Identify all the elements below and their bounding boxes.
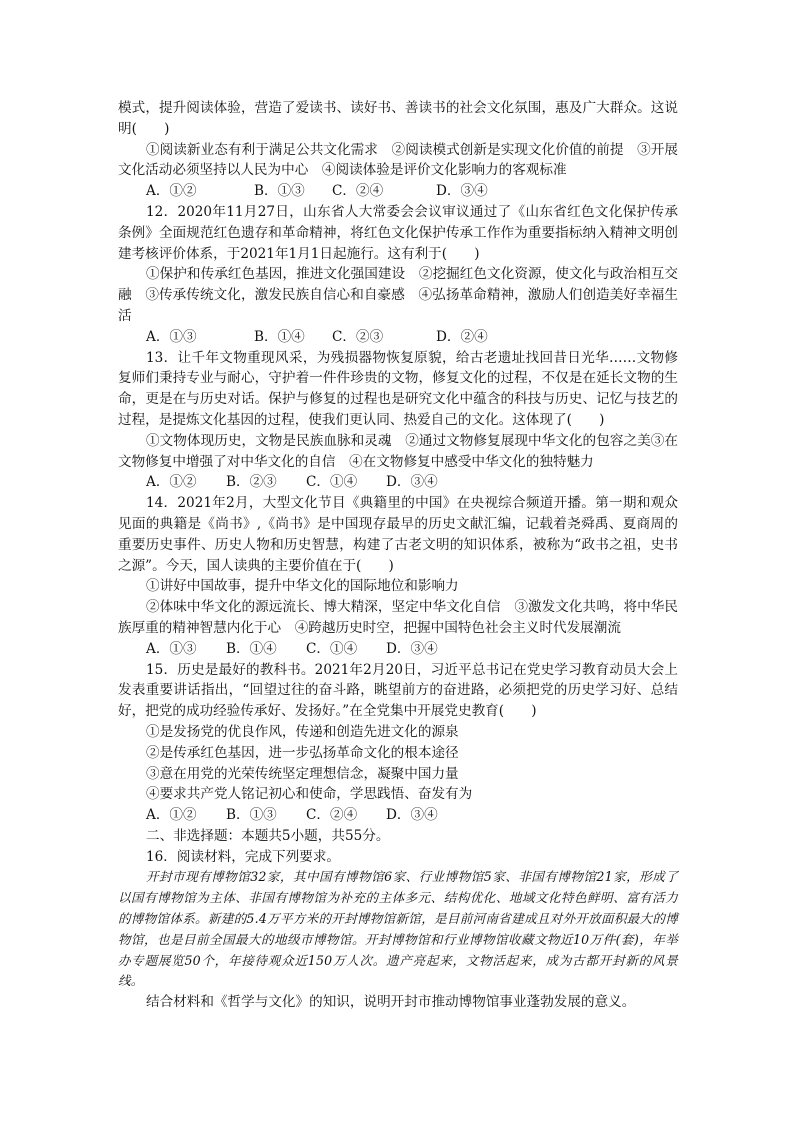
- q11-options: [118, 181, 678, 202]
- q12-option-c: C．②③: [332, 328, 384, 345]
- q15-statement-2: ②是传承红色基因，进一步弘扬革命文化的根本途径: [146, 744, 459, 761]
- q15-statement-3: ③意在用党的光荣传统坚定理想信念，凝聚中国力量: [146, 765, 459, 782]
- q14-option-d: D．③④: [386, 640, 438, 657]
- section-heading-nonchoice: 二、非选择题：本题共5小题，共55分。: [146, 827, 390, 844]
- q15-option-a: A．①②: [146, 807, 197, 824]
- q12-stem: 12．2020年11月27日，山东省人大常委会会议审议通过了《山东省红色文化保护传承条例》全面规范红色遗存和革命精神，将红色文化保护传承工作作为重要指标纳入精神文明创建考核评价体系，于2021年1月1日起施行。这有利于( ): [118, 203, 678, 262]
- q13-stem: 13．让千年文物重现风采，为残损器物恢复原貌，给古老遗址找回昔日光华……文物修复师们秉持专业与耐心，守护着一件件珍贵的文物，修复文化的过程，不仅是在延长文物的生命，更是在与历史对话。保护与修复的过程也是研究文化中蕴含的科技与历史、记忆与技艺的过程，是提炼文化基因的过程，使我们更认同、热爱自己的文化。这体现了( ): [118, 349, 678, 428]
- q13-options: [118, 472, 678, 493]
- q16-material: 开封市现有博物馆32家，其中国有博物馆6家、行业博物馆5家、非国有博物馆21家，形成了以国有博物馆为主体、非国有博物馆为补充的主体多元、结构优化、地域文化特色鲜明、富有活力的博物馆体系。新建的5.4万平方米的开封博物馆新馆，是目前河南省建成且对外开放面积最大的博物馆，也是目前全国最大的地级市博物馆。开封博物馆和行业博物馆收藏文物近10万件(套)，年举办专题展览50个，年接待观众近150万人次。遗产亮起来，文物活起来，成为古都开封新的风景线。: [118, 869, 678, 989]
- q16-question: 结合材料和《哲学与文化》的知识，说明开封市推动博物馆事业蓬勃发展的意义。: [146, 994, 636, 1011]
- q14-statement-1: ①讲好中国故事，提升中华文化的国际地位和影响力: [146, 578, 459, 595]
- q12-statements: ①保护和传承红色基因，推进文化强国建设 ②挖掘红色文化资源，使文化与政治相互交融 ③传承传统文化，激发民族自信心和自豪感 ④弘扬革命精神，激励人们创造美好幸福生活: [118, 266, 678, 324]
- q12-option-b: B．①④: [254, 328, 305, 345]
- q15-options: [118, 805, 678, 826]
- q14-stem: 14．2021年2月，大型文化节目《典籍里的中国》在央视综合频道开播。第一期和观众见面的典籍是《尚书》,《尚书》是中国现存最早的历史文献汇编，记载着尧舜禹、夏商周的重要历史事件、历史人物和历史智慧，构建了古老文明的知识体系，被称为“政书之祖，史书之源”。今天，国人读典的主要价值在于( ): [118, 495, 678, 574]
- q11-statements: ①阅读新业态有利于满足公共文化需求 ②阅读模式创新是实现文化价值的前提 ③开展文化活动必须坚持以人民为中心 ④阅读体验是评价文化影响力的客观标准: [118, 141, 678, 179]
- q11-option-a: A．①②: [146, 183, 197, 200]
- q15-statement-4: ④要求共产党人铭记初心和使命，学思践悟、奋发有为: [146, 786, 473, 803]
- q13-option-c: C．①④: [306, 474, 358, 491]
- q15-option-b: B．①③: [226, 807, 277, 824]
- q14-option-a: A．①③: [146, 640, 197, 657]
- q14-option-c: C．①④: [306, 640, 358, 657]
- q14-option-b: B．①④: [226, 640, 277, 657]
- q12-option-a: A．①③: [146, 328, 197, 345]
- q11-option-b: B．①③: [254, 183, 305, 200]
- q11-stem: 模式，提升阅读体验，营造了爱读书、读好书、善读书的社会文化氛围，惠及广大群众。这说明( ): [118, 100, 678, 137]
- q12-options: [118, 327, 678, 348]
- q16-stem: 16．阅读材料，完成下列要求。: [146, 848, 341, 865]
- q14-statement-2: ②体味中华文化的源远流长、博大精深，坚定中华文化自信 ③激发文化共鸣，将中华民族厚重的精神智慧内化于心 ④跨越历史时空，把握中国特色社会主义时代发展潮流: [118, 599, 678, 636]
- q15-option-c: C．②④: [306, 807, 358, 824]
- q13-option-d: D．③④: [386, 474, 438, 491]
- q15-statement-1: ①是发扬党的优良作风，传递和创造先进文化的源泉: [146, 723, 459, 740]
- q13-option-b: B．②③: [226, 474, 277, 491]
- q14-options: [118, 639, 678, 660]
- q11-option-d: D．③④: [436, 183, 488, 200]
- q11-option-c: C．②④: [332, 183, 384, 200]
- q13-statements: ①文物体现历史，文物是民族血脉和灵魂 ②通过文物修复展现中华文化的包容之美③在文物修复中增强了对中华文化的自信 ④在文物修复中感受中华文化的独特魅力: [118, 432, 678, 470]
- q12-option-d: D．②④: [436, 328, 488, 345]
- q15-option-d: D．③④: [386, 807, 438, 824]
- exam-page: [118, 98, 678, 1013]
- q13-option-a: A．①②: [146, 474, 197, 491]
- q15-stem: 15．历史是最好的教科书。2021年2月20日，习近平总书记在党史学习教育动员大会上发表重要讲话指出，“回望过往的奋斗路，眺望前方的奋进路，必须把党的历史学习好、总结好，把党的成功经验传承好、发扬好。”在全党集中开展党史教育( ): [118, 661, 678, 720]
